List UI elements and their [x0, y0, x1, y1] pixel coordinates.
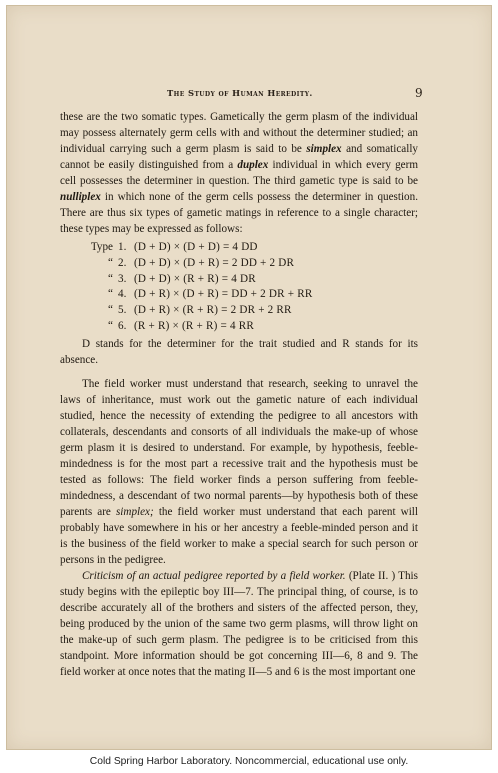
mating-number: 6. [118, 319, 127, 332]
mating-label: “ [108, 319, 113, 332]
mating-label: “ [108, 272, 113, 285]
mating-type-row [82, 271, 418, 287]
paragraph-pedigree-criticism [60, 568, 418, 680]
text-run: in which none of the germ cells possess the determiner in question. There are thus six types of gametic matings in reference to a single character; these types may be expressed as follows: [60, 191, 418, 235]
mating-formula: (D + D) × (R + R) = 4 DR [134, 272, 256, 285]
section-heading: Criticism of an actual pedigree reported by a field worker. [82, 569, 346, 582]
term-nulliplex: nulliplex [60, 191, 101, 203]
mating-number: 3. [118, 272, 127, 285]
mating-type-row [82, 239, 418, 255]
mating-number: 4. [118, 288, 127, 301]
running-title: The Study of Human Heredity. [167, 88, 313, 98]
archive-footer: Cold Spring Harbor Laboratory. Noncommercial, educational use only. [89, 756, 409, 767]
mating-label: “ [108, 256, 113, 269]
mating-number: 5. [118, 304, 127, 317]
page-number: 9 [415, 86, 423, 100]
text-run: and somatically cannot be easily distinguished from a [60, 143, 418, 171]
term-simplex: simplex; [115, 505, 154, 518]
mating-formula: (D + R) × (R + R) = 2 DR + 2 RR [134, 304, 292, 317]
paragraph-determiner-note: D stands for the determiner for the trait studied and R stands for its absence. [60, 337, 418, 366]
mating-number: 1. [118, 241, 127, 253]
paragraph-field-worker [60, 376, 418, 568]
mating-formula: (D + D) × (D + D) = 4 DD [134, 241, 258, 253]
term-duplex: duplex [237, 159, 269, 171]
page-body [60, 109, 418, 680]
mating-label: “ [108, 304, 113, 317]
text-run: The field worker must understand that research, seeking to unravel the laws of inheritance, must work out the gametic nature of each individual studied, hence the necessity of extending the pedigree to all ancestors with collaterals, descendants and consorts of all individuals the make-up of whose germ plasm it is desired to understand. For example, by hypothesis, feeble-mindedness is for the most part a recessive trait and the hypothesis must be tested as follows: The field worker finds a person suffering from feeble-mindedness, a descendant of two normal parents—by hypothesis both of these parents are [60, 377, 418, 518]
mating-type-row [82, 302, 418, 318]
text-run: the field worker must understand that each parent will probably have somewhere in his or her ancestry a feeble-minded person and it is the business of the field worker to make a special search for such person or persons in the pedigree. [60, 505, 418, 566]
text-run: individual in which every germ cell possesses the determiner in question. The third gametic type is said to be [60, 159, 418, 187]
mating-number: 2. [118, 256, 127, 269]
text-run: (Plate II. ) This study begins with the epileptic boy III—7. The principal thing, of course, is to describe accurately all of the brothers and sisters of the affected person, they, being produced by the union of the same two germ plasms, will throw light on the make-up of such germ plasm. The pedigree is to be criticised from this standpoint. More information should be got concerning III—6, 8 and 9. The field worker at once notes that the mating II—5 and 6 is the most important one [60, 569, 418, 678]
mating-formula: (R + R) × (R + R) = 4 RR [134, 319, 254, 332]
mating-formula: (D + R) × (D + R) = DD + 2 DR + RR [134, 288, 313, 301]
paragraph-gametic-types [60, 109, 418, 237]
text-run: these are the two somatic types. Gametically the germ plasm of the individual may possess alternately germ cells with and without the determiner studied; an individual carrying such a germ plasm is said to be [60, 111, 418, 155]
term-simplex: simplex [306, 143, 342, 155]
mating-label: Type [90, 241, 113, 253]
mating-type-row [82, 318, 418, 334]
mating-formula: (D + D) × (D + R) = 2 DD + 2 DR [134, 256, 295, 269]
mating-label: “ [108, 288, 113, 301]
mating-type-row [82, 286, 418, 302]
mating-type-row [82, 255, 418, 271]
mating-types-list [82, 239, 418, 334]
